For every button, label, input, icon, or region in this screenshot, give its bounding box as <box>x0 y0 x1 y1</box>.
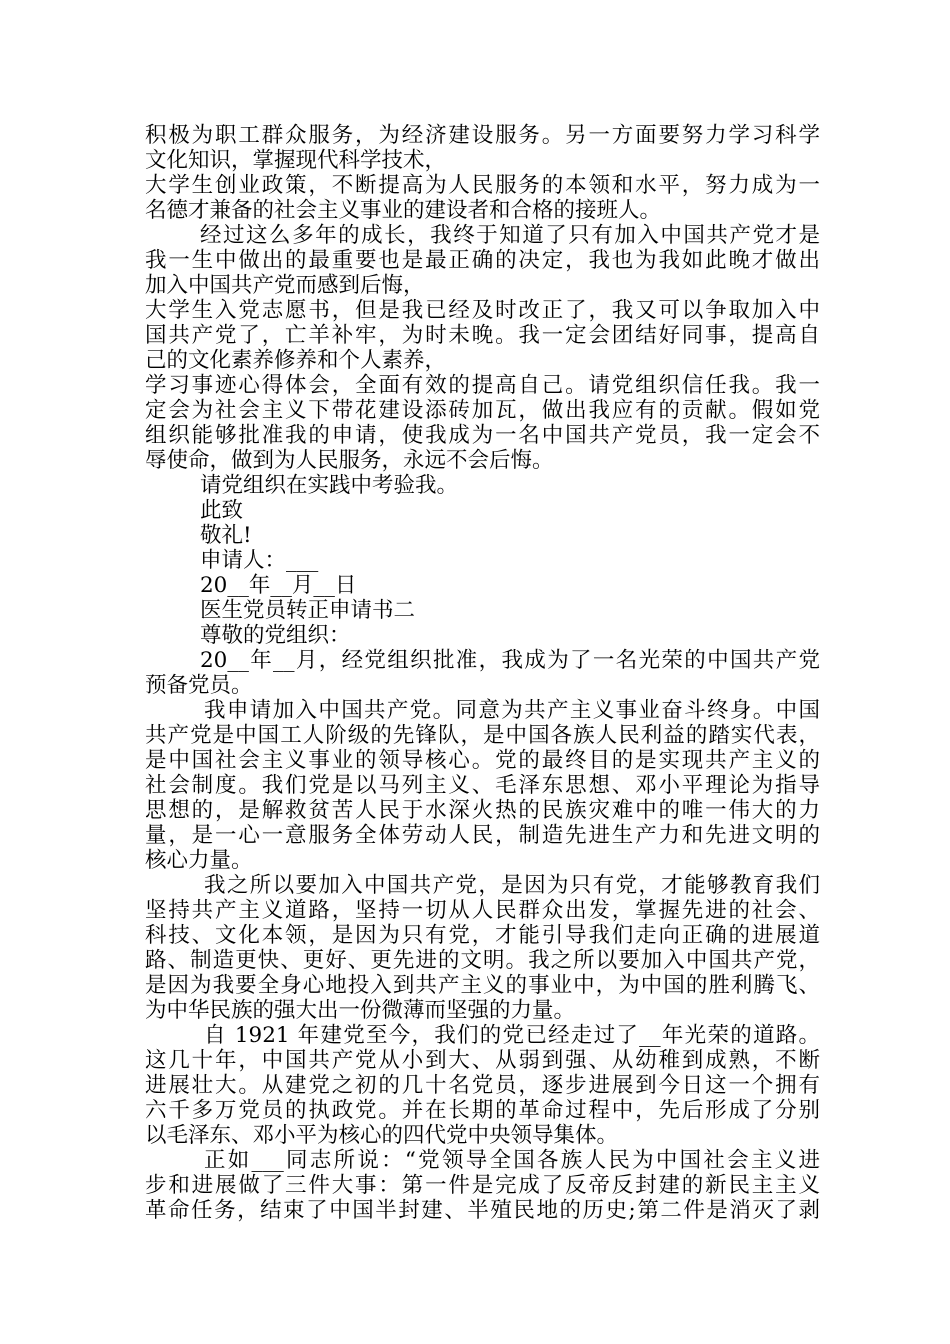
text-line: 文化知识，掌握现代科学技术， <box>145 148 447 173</box>
text-line: 思想的，是解救贫苦人民于水深火热的民族灾难中的唯一伟大的力 <box>145 798 820 823</box>
text-line: 核心力量。 <box>145 848 253 873</box>
text-line: 此致 <box>200 498 244 523</box>
text-line: 社会制度。我们党是以马列主义、毛泽东思想、邓小平理论为指导 <box>145 773 820 798</box>
text-line: 积极为职工群众服务，为经济建设服务。另一方面要努力学习科学 <box>145 123 820 148</box>
text-line: 医生党员转正申请书二 <box>200 598 416 623</box>
text-line: 自 1921 年建党至今，我们的党已经走过了__年光荣的道路。 <box>204 1023 820 1048</box>
text-line: 大学生入党志愿书，但是我已经及时改正了，我又可以争取加入中 <box>145 298 820 323</box>
text-line: 六千多万党员的执政党。并在长期的革命过程中，先后形成了分别 <box>145 1098 820 1123</box>
text-line: 步和进展做了三件大事：第一件是完成了反帝反封建的新民主主义 <box>145 1173 820 1198</box>
text-line: 是因为我要全身心地投入到共产主义的事业中，为中国的胜利腾飞、 <box>145 973 820 998</box>
text-line: 经过这么多年的成长，我终于知道了只有加入中国共产党才是 <box>200 223 820 248</box>
text-line: 路、制造更快、更好、更先进的文明。我之所以要加入中国共产党， <box>145 948 820 973</box>
text-line: 国共产党了，亡羊补牢，为时未晚。我一定会团结好同事，提高自 <box>145 323 820 348</box>
text-line: 20__年__月__日 <box>200 573 357 598</box>
text-line: 我申请加入中国共产党。同意为共产主义事业奋斗终身。中国 <box>204 698 820 723</box>
text-line: 进展壮大。从建党之初的几十名党员，逐步进展到今日这一个拥有 <box>145 1073 820 1098</box>
text-line: 为中华民族的强大出一份微薄而坚强的力量。 <box>145 998 576 1023</box>
text-line: 坚持共产主义道路，坚持一切从人民群众出发，掌握先进的社会、 <box>145 898 820 923</box>
text-line: 以毛泽东、邓小平为核心的四代党中央领导集体。 <box>145 1123 619 1148</box>
text-line: 20__年__月，经党组织批准，我成为了一名光荣的中国共产党 <box>200 648 820 673</box>
text-line: 定会为社会主义下带花建设添砖加瓦，做出我应有的贡献。假如党 <box>145 398 820 423</box>
text-line: 加入中国共产党而感到后悔， <box>145 273 425 298</box>
text-line: 己的文化素养修养和个人素养， <box>145 348 447 373</box>
text-line: 我一生中做出的最重要也是最正确的决定，我也为我如此晚才做出 <box>145 248 820 273</box>
text-line: 革命任务，结束了中国半封建、半殖民地的历史;第二件是消灭了剥 <box>145 1198 820 1223</box>
text-line: 这几十年，中国共产党从小到大、从弱到强、从幼稚到成熟，不断 <box>145 1048 820 1073</box>
text-line: 我之所以要加入中国共产党，是因为只有党，才能够教育我们 <box>204 873 820 898</box>
text-line: 科技、文化本领，是因为只有党，才能引导我们走向正确的进展道 <box>145 923 820 948</box>
text-line: 辱使命，做到为人民服务，永远不会后悔。 <box>145 448 554 473</box>
text-line: 大学生创业政策，不断提高为人民服务的本领和水平，努力成为一 <box>145 173 820 198</box>
text-line: 正如___同志所说：“党领导全国各族人民为中国社会主义进 <box>204 1148 820 1173</box>
text-line: 是中国社会主义事业的领导核心。党的最终目的是实现共产主义的 <box>145 748 820 773</box>
text-line: 敬礼! <box>200 523 252 548</box>
document-body <box>145 123 820 1223</box>
text-line: 学习事迹心得体会，全面有效的提高自己。请党组织信任我。我一 <box>145 373 820 398</box>
text-line: 申请人：___ <box>200 548 319 573</box>
text-line: 预备党员。 <box>145 673 253 698</box>
text-line: 共产党是中国工人阶级的先锋队，是中国各族人民利益的踏实代表， <box>145 723 820 748</box>
text-line: 请党组织在实践中考验我。 <box>200 473 459 498</box>
text-line: 量，是一心一意服务全体劳动人民，制造先进生产力和先进文明的 <box>145 823 820 848</box>
text-line: 组织能够批准我的申请，使我成为一名中国共产党员，我一定会不 <box>145 423 820 448</box>
text-line: 尊敬的党组织： <box>200 623 351 648</box>
text-line: 名德才兼备的社会主义事业的建设者和合格的接班人。 <box>145 198 662 223</box>
